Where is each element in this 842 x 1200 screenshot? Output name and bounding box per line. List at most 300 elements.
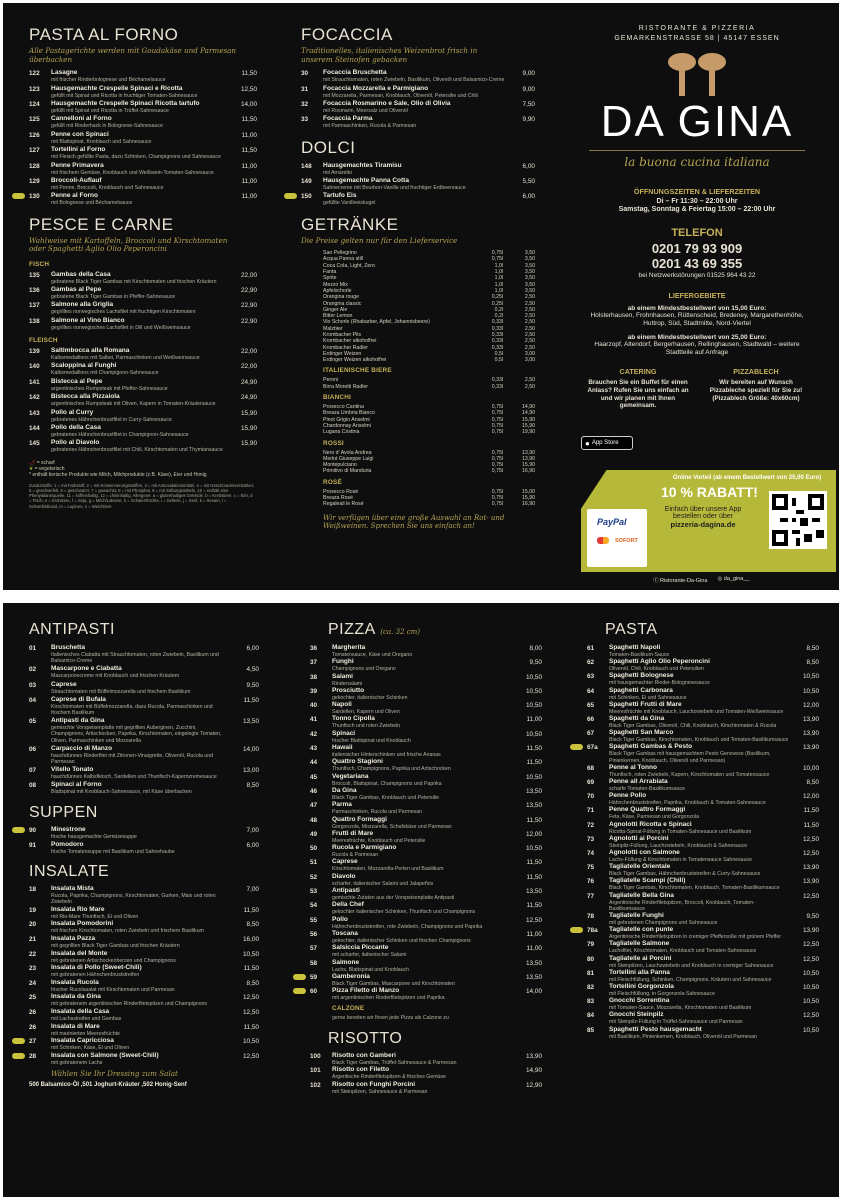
- item-price: 8,50: [246, 979, 259, 987]
- delivery-zone-2-body: Haarzopf, Altendorf, Bergerhausen, Rellinghausen, Stadtwald – weitere Stadtteile auf Anfrage: [594, 341, 800, 356]
- item-body: [51, 378, 227, 392]
- item-description: gefüllt mit Spinat und Ricotta in fruchtiger Tomaten-Sahnesauce: [51, 92, 198, 99]
- section-subtitle-pesce: Wahlweise mit Kartoffeln, Broccoli und Kirschtomaten oder Spaghetti Aglio Olio Peperoncini: [29, 235, 228, 254]
- item-number: 68: [587, 764, 595, 772]
- menu-item: [310, 744, 542, 758]
- item-name: Risotto con Filetto: [332, 1066, 390, 1074]
- item-description: mit Mozzarella, Parmesan, Knoblauch, Olivenöl, Petersilie und Chili: [323, 92, 478, 99]
- item-number: 91: [29, 841, 37, 849]
- item-price: 9,50: [529, 659, 542, 667]
- item-name: Penne all Arrabiata: [609, 778, 668, 786]
- item-price: 9,50: [246, 681, 259, 689]
- category-fisch: FISCH: [29, 260, 50, 268]
- menu-item: [29, 192, 257, 206]
- item-description: argentinisches Rumpsteak mit Oliven, Kapern in Tomaten-Kräutersauce: [51, 401, 216, 408]
- item-price: 12,00: [803, 793, 819, 801]
- item-description: gemischte Vorspeisenplatte mit gegrillten Auberginen, Zucchini, Champignons, Artischocken, Paprika, Kirschtomaten, eingelegte Tomaten, Oliven, Parmaschinken und Mozzarella: [51, 725, 222, 744]
- item-price: 15,90: [241, 409, 257, 417]
- menu-item: [29, 1008, 259, 1022]
- item-number: 85: [587, 1026, 595, 1034]
- phone-number-1[interactable]: 0201 79 93 909: [651, 241, 743, 256]
- additives-footnote: Zusatzstoffe: 1 = mit Farbstoff, 2 = mit Konservierungsstoffen, 3 = mit Antioxidationsmittel, 4 = mit Geschmacksverstärker, 5 = geschwefelt, 6 = geschwärzt, 7 = gewachst, 8 = mit Phosphat, 9 = mit Süßungsmitteln, 10 = enthält eine Phenylalaninquelle, 11 = koffeinhaltig, 12 = chininhaltig. Allergene: a = glutenhaltiges Getreide, b = Krebstiere, c = Eier, d = Fisch, e = Erdnüsse, f = Soja, g = Milch/Laktose, h = Schalenfrüchte, i = Sellerie, j = Senf, k = Sesam, l = Schwefeldioxid, m = Lupinen, n = Weichtiere: [29, 482, 255, 509]
- item-name: Agnolotti Ricotta e Spinaci: [609, 820, 692, 828]
- item-name: Insalata Pazza: [51, 935, 96, 943]
- item-name: Focaccia Bruschetta: [323, 69, 387, 77]
- item-description: mit gebratenem Lachs: [51, 1059, 103, 1066]
- item-body: [332, 787, 512, 801]
- instagram-icon: ◎: [717, 576, 723, 582]
- app-store-badge[interactable]: [581, 436, 633, 450]
- drink-name: Pinot Grigio Anselmi: [323, 416, 370, 423]
- item-number: 61: [587, 645, 595, 652]
- item-price: 13,90: [803, 878, 819, 886]
- item-name: Carpaccio di Manzo: [51, 744, 113, 752]
- item-description: mit Blattspinat, Knoblauch und Sahnesauce: [51, 138, 152, 145]
- menu-item: [301, 85, 535, 99]
- item-price: 13,50: [526, 787, 542, 795]
- item-number: 141: [29, 378, 40, 386]
- item-name: Spaghetti Napoli: [609, 644, 661, 651]
- item-body: [609, 1011, 789, 1025]
- item-price: 6,00: [522, 162, 535, 170]
- payment-card: [587, 509, 647, 567]
- item-number: 129: [29, 177, 40, 185]
- category-rossi: ROSSI: [323, 439, 344, 447]
- item-name: Insalata Rio Mare: [51, 905, 105, 913]
- item-name: Insalata Capricciosa: [51, 1037, 114, 1045]
- wine-closing-note: Wir verfügen über eine große Auswahl an Rot- und Weißweinen. Sprechen Sie uns einfach an!: [323, 513, 505, 531]
- item-body: [323, 192, 505, 206]
- item-number: 140: [29, 363, 40, 371]
- menu-item: [29, 644, 259, 664]
- paypal-logo: PayPal: [597, 517, 627, 527]
- item-description: gefüllt mit Rinderhack in Bolognese-Sahnesauce: [51, 123, 163, 130]
- pizza-list: [310, 644, 542, 1001]
- item-number: 55: [310, 916, 318, 924]
- menu-item: [587, 912, 819, 926]
- catering-block: [583, 367, 693, 410]
- item-number: 84: [587, 1012, 595, 1020]
- hours-weekend: Samstag, Sonntag & Feiertag 15:00 – 22:00 Uhr: [618, 206, 776, 213]
- item-number: 08: [29, 782, 37, 790]
- item-description: mit Amaretto: [323, 169, 353, 176]
- item-number: 52: [310, 873, 318, 881]
- item-body: [609, 863, 789, 877]
- item-body: [609, 1026, 789, 1040]
- item-description: gekochter, italienischer Schinken: [332, 694, 408, 701]
- item-price: 11,50: [243, 1023, 259, 1031]
- item-body: [609, 997, 789, 1011]
- item-description: Black Tiger Gambas, Hähnchenbruststreifen & Curry-Sahnesauce: [609, 871, 761, 878]
- item-description: gefüllt mit Spinat und Ricotta in Trüffel-Sahnesauce: [51, 107, 169, 114]
- new-badge: [570, 927, 583, 933]
- item-description: Hähnchenbruststreifen, Paprika, Knoblauch & Tomaten-Sahnesauce: [609, 800, 766, 807]
- fleisch-list: [29, 347, 257, 454]
- item-number: 45: [310, 773, 318, 781]
- drink-name: Vio Schorle (Rhabarber, Apfel, Johannisbeere): [323, 319, 430, 326]
- delivery-zone-1-head: ab einem Mindestbestellwert von 15,00 Euro:: [627, 305, 767, 312]
- item-name: Prosciutto: [332, 686, 365, 694]
- drink-name: Erdinger Weizen: [323, 350, 362, 357]
- item-body: [323, 162, 505, 176]
- item-number: 47: [310, 802, 318, 810]
- drink-name: Krombacher Radler: [323, 344, 368, 351]
- drink-price: 19,90: [522, 429, 535, 436]
- antipasti-list: [29, 644, 259, 796]
- item-description: mit Steinpilzen, Lauchzwiebeln und Knoblauch in cremiger Sahnesauce: [609, 962, 774, 969]
- item-price: 12,50: [243, 994, 259, 1002]
- item-number: 44: [310, 759, 318, 767]
- item-price: 11,50: [803, 807, 819, 815]
- item-body: [332, 887, 512, 901]
- item-price: 9,90: [522, 116, 535, 124]
- item-body: [609, 806, 789, 820]
- item-body: [51, 409, 227, 423]
- item-number: 03: [29, 681, 37, 689]
- menu-item: [587, 764, 819, 778]
- item-price: 12,50: [526, 916, 542, 924]
- item-price: 13,50: [526, 888, 542, 896]
- menu-item: [310, 873, 542, 887]
- leaf-icon: ❦: [29, 466, 34, 473]
- item-description: italienischer Hinterschinken und frische Ananas: [332, 752, 441, 759]
- new-badge: [293, 974, 306, 980]
- drink-volume: 1,0l: [494, 275, 503, 282]
- item-description: mit Lachsstreifen und Gambas: [51, 1016, 122, 1022]
- item-name: Penne Pollo: [609, 792, 647, 800]
- item-body: [51, 177, 227, 191]
- item-name: Broccoli-Auflauf: [51, 176, 102, 184]
- item-name: Spaghetti Pesto hausgemacht: [609, 1025, 702, 1033]
- phone-number-2[interactable]: 0201 43 69 355: [651, 256, 743, 271]
- item-name: Gnocchi Steinpilz: [609, 1011, 664, 1019]
- item-description: mit scharfer, italienischer Salami: [332, 952, 407, 959]
- menu-item: [29, 362, 257, 376]
- item-body: [332, 959, 512, 973]
- item-body: [609, 729, 789, 743]
- item-body: [323, 115, 505, 129]
- item-price: 11,50: [526, 859, 542, 867]
- item-price: 13,90: [803, 730, 819, 738]
- item-price: 12,50: [803, 955, 819, 963]
- item-description: Argentinische Rinderfiletspitzen in cremiger Pfeffersoße mit grünem Pfeffer: [609, 934, 781, 941]
- item-price: 22,90: [241, 317, 257, 325]
- item-price: 16,00: [243, 936, 259, 944]
- item-description: mit Fleischfüllung, Schinken, Champignons, Kräutern und Sahnesauce: [609, 976, 772, 983]
- drink-name: Ginger Ale: [323, 306, 348, 313]
- drink-price: 15,90: [522, 416, 535, 423]
- item-description: frische hausgemachte Gemüsesuppe: [51, 833, 137, 840]
- item-body: [332, 773, 512, 787]
- item-description: Rindersalami: [332, 680, 363, 687]
- item-description: mit Steinpilzen, Sahnesauce & Parmesan: [332, 1088, 428, 1095]
- item-description: Lachs-Füllung & Kirschtomaten in Tomatensauce Sahnesauce: [609, 857, 752, 864]
- item-description: mit Steinpilz-Füllung in Trüffel-Sahnesauce und Parmesan: [609, 1019, 743, 1026]
- drink-volume: 1,0l: [494, 262, 503, 269]
- drink-volume: 0,33l: [491, 332, 503, 338]
- item-number: 135: [29, 271, 40, 279]
- item-body: [332, 658, 512, 672]
- item-name: Penne Quattro Formaggi: [609, 806, 686, 814]
- item-body: [51, 115, 227, 129]
- item-body: [51, 424, 227, 438]
- item-body: [51, 192, 227, 206]
- promo-subtitle: Online Vorteil (ab einem Bestellwert von 25,00 Euro): [672, 475, 822, 481]
- drink-price: 2,50: [524, 294, 535, 301]
- item-number: 78: [587, 913, 595, 921]
- item-price: 10,50: [526, 673, 542, 681]
- item-number: 02: [29, 666, 37, 674]
- menu-item: [587, 821, 819, 835]
- item-description: Black Tiger Gambas, Knoblauch und Petersilie: [332, 794, 439, 801]
- item-description: mit hausgemachter Rinder-Bolognesesauce: [609, 680, 710, 687]
- item-description: mit Fleischfüllung, in Gorgonzola-Sahnesauce: [609, 991, 715, 998]
- item-name: Minestrone: [51, 825, 86, 833]
- item-number: 01: [29, 645, 37, 652]
- item-description: Thunfisch und roten Zwiebeln: [332, 723, 401, 730]
- menu-item: [29, 717, 259, 744]
- menu-item: [310, 844, 542, 858]
- menu-item: [29, 1037, 259, 1051]
- new-badge: [12, 1038, 25, 1044]
- item-price: 13,50: [526, 959, 542, 967]
- item-name: Insalata del Monte: [51, 949, 108, 957]
- item-description: mit Bolognese und Béchamelsauce: [51, 200, 133, 207]
- item-description: Tomatensauce, Käse und Oregano: [332, 652, 413, 658]
- instagram-link[interactable]: ◎ da_gina__: [717, 576, 750, 582]
- item-number: 37: [310, 659, 318, 667]
- item-price: 13,00: [243, 767, 259, 775]
- item-body: [51, 841, 229, 855]
- category-fleisch: FLEISCH: [29, 337, 58, 345]
- menu-item: [29, 906, 259, 920]
- section-subtitle-getraenke: Die Preise gelten nur für den Lieferservice: [301, 235, 458, 245]
- item-price: 7,00: [246, 826, 259, 834]
- item-price: 12,50: [803, 892, 819, 900]
- item-price: 10,50: [803, 984, 819, 992]
- item-description: gebratene Black Tiger Gambas mit Kirschtomaten und frischen Kräutern: [51, 278, 217, 285]
- menu-item: [29, 439, 257, 453]
- item-price: 10,50: [803, 998, 819, 1006]
- sofort-logo: SOFORT: [615, 537, 638, 544]
- delivery-title: LIEFERGEBIETE: [668, 291, 726, 300]
- chili-icon: 🌶: [29, 459, 36, 466]
- item-price: 12,50: [803, 941, 819, 949]
- menu-item: [310, 1066, 542, 1080]
- dolci-list: [301, 162, 535, 207]
- menu-item: [587, 863, 819, 877]
- menu-item: [310, 730, 542, 744]
- item-description: Broccoli, Blattspinat, Champignons und Paprika: [332, 780, 442, 787]
- menu-item: [587, 715, 819, 729]
- item-body: [51, 766, 229, 780]
- services-row: [583, 367, 811, 410]
- item-name: Quattro Formaggi: [332, 815, 387, 823]
- item-description: Mascarponecreme mit Knoblauch und frischen Kräutern: [51, 673, 180, 680]
- item-name: Hausgemachte Panna Cotta: [323, 176, 409, 184]
- menu-item: [587, 849, 819, 863]
- drink-price: 16,90: [522, 468, 535, 475]
- item-name: Agnolotti con Salmone: [609, 849, 680, 857]
- menu-item: [310, 673, 542, 687]
- item-name: Focaccia Mozzarella e Parmigiano: [323, 84, 429, 92]
- item-body: [332, 687, 512, 701]
- drink-price: 2,50: [524, 332, 535, 338]
- risotto-list: [310, 1052, 542, 1096]
- item-body: [332, 758, 512, 772]
- item-body: [51, 69, 227, 83]
- column-restaurant-info: [583, 3, 811, 410]
- app-store-label: App Store: [591, 440, 619, 446]
- item-body: [51, 301, 227, 315]
- drink-volume: 0,33l: [491, 338, 503, 345]
- item-number: 122: [29, 70, 40, 78]
- item-price: 15,90: [241, 425, 257, 433]
- menu-item: [587, 892, 819, 912]
- item-number: 53: [310, 888, 318, 896]
- section-title-suppen: SUPPEN: [29, 803, 98, 821]
- item-name: Insalata da Gina: [51, 993, 101, 1001]
- item-price: 15,90: [241, 440, 257, 448]
- item-price: 11,50: [241, 147, 257, 155]
- item-description: mit argentinischen Rinderfiletspitzen und Paprika: [332, 995, 445, 1002]
- item-price: 10,00: [803, 764, 819, 772]
- item-name: Saltimbocca alla Romana: [51, 347, 130, 355]
- item-name: Vegetariana: [332, 772, 369, 780]
- item-name: Tagliatelle con punte: [609, 926, 674, 934]
- section-title-dolci: DOLCI: [301, 137, 356, 157]
- item-description: Champignons und Oregano: [332, 666, 396, 673]
- menu-item: [29, 781, 259, 795]
- item-number: 62: [587, 659, 595, 667]
- item-price: 12,50: [243, 1052, 259, 1060]
- menu-item: [29, 409, 257, 423]
- item-name: Lasagne: [51, 69, 78, 77]
- item-price: 6,00: [246, 645, 259, 652]
- item-body: [51, 286, 227, 300]
- drink-price: 3,50: [524, 250, 535, 257]
- item-description: gefüllte Vanilleeiskugel: [323, 200, 376, 207]
- item-number: 23: [29, 965, 37, 973]
- menu-item: [301, 192, 535, 206]
- item-body: [609, 687, 789, 701]
- item-number: 04: [29, 696, 37, 704]
- item-body: [51, 826, 229, 840]
- drink-name: Lugana Cristina: [323, 429, 360, 436]
- item-price: 12,50: [803, 1012, 819, 1020]
- item-body: [51, 964, 229, 978]
- item-price: 22,00: [241, 271, 257, 279]
- item-price: 14,00: [526, 988, 542, 996]
- menu-item: [310, 773, 542, 787]
- drink-volume: 0,75l: [491, 422, 503, 429]
- item-body: [332, 715, 512, 729]
- menu-item: [29, 766, 259, 780]
- menu-item: [29, 85, 257, 99]
- item-name: Diavolo: [332, 872, 356, 880]
- item-description: mit gebratenen Champignons und Sahnesauce: [609, 920, 718, 927]
- item-name: Tagliatelle Funghi: [609, 912, 664, 920]
- item-description: scharfe Tomaten-Basilikumsauce: [609, 786, 686, 793]
- drink-name: Erdinger Weizen alkoholfrei: [323, 357, 387, 364]
- item-number: 130: [29, 193, 40, 201]
- item-number: 65: [587, 701, 595, 709]
- item-name: Insalata di Mare: [51, 1022, 100, 1030]
- item-body: [51, 781, 229, 795]
- drink-price: 3,50: [524, 262, 535, 269]
- item-body: [51, 979, 229, 993]
- drink-price: 14,90: [522, 410, 535, 417]
- item-name: Spinaci: [332, 729, 356, 737]
- item-number: 71: [587, 807, 595, 815]
- menu-item: [29, 826, 259, 840]
- item-description: Lachs, Blattspinat und Knoblauch: [332, 966, 410, 973]
- item-body: [51, 885, 229, 905]
- drink-volume: 0,33l: [491, 319, 503, 326]
- item-price: 11,50: [526, 759, 542, 767]
- qr-code-icon[interactable]: [769, 491, 827, 549]
- menu-item: [587, 877, 819, 891]
- item-name: Gamberonia: [332, 972, 370, 980]
- item-body: [332, 916, 512, 930]
- menu-item: [310, 715, 542, 729]
- item-number: 70: [587, 793, 595, 801]
- item-price: 10,50: [526, 845, 542, 853]
- item-description: Kirschtomaten mit Büffelmozzarella, dazu Rucola, Parmaschinken und frischem Basilikum: [51, 703, 213, 717]
- item-number: 76: [587, 878, 595, 886]
- menu-item: [29, 347, 257, 361]
- new-badge: [284, 193, 297, 199]
- menu-item: [587, 955, 819, 969]
- item-body: [51, 696, 229, 716]
- menu-item: [29, 177, 257, 191]
- item-number: 27: [29, 1038, 37, 1046]
- drink-volume: 0,5l: [494, 357, 503, 364]
- item-number: 38: [310, 673, 318, 681]
- drink-price: 3,50: [524, 269, 535, 276]
- item-body: [51, 393, 227, 407]
- drink-price: 2,50: [524, 383, 535, 390]
- item-number: 46: [310, 787, 318, 795]
- item-price: 10,50: [803, 673, 819, 681]
- menu-item: [29, 317, 257, 331]
- item-description: Hähnchenbruststreifen, rote Zwiebeln, Champignons und Paprika: [332, 923, 483, 930]
- facebook-link[interactable]: ⓕ Ristorante-Da-Gina: [653, 578, 708, 584]
- item-description: Sahnecreme mit Bourbon-Vanille und fruchtiger Erdbeersauce: [323, 184, 466, 191]
- menu-item: [587, 940, 819, 954]
- item-number: 73: [587, 835, 595, 843]
- drink-volume: 0,75l: [491, 455, 503, 462]
- phone-note: bei Netzwerkstörungen 01525 964 43 22: [638, 272, 756, 279]
- item-name: Spaghetti Gambas & Pesto: [609, 743, 693, 751]
- item-body: [332, 801, 512, 815]
- item-name: Penne al Forno: [51, 192, 98, 200]
- item-name: Insalata della Casa: [51, 1008, 110, 1015]
- menu-item: [310, 687, 542, 701]
- promo-url[interactable]: pizzeria-dagina.de: [670, 520, 736, 529]
- drink-price: 2,50: [524, 338, 535, 345]
- menu-item: [29, 841, 259, 855]
- item-number: 20: [29, 921, 37, 929]
- drink-volume: 0,33l: [491, 344, 503, 351]
- logo-divider: [589, 150, 805, 151]
- item-body: [51, 665, 229, 679]
- item-description: argentinisches Rumpsteak mit Pfeffer-Sahnesauce: [51, 385, 168, 392]
- item-name: Caprese: [332, 858, 358, 866]
- menu-item: [29, 696, 259, 716]
- item-body: [332, 901, 512, 915]
- menu-item: [587, 729, 819, 743]
